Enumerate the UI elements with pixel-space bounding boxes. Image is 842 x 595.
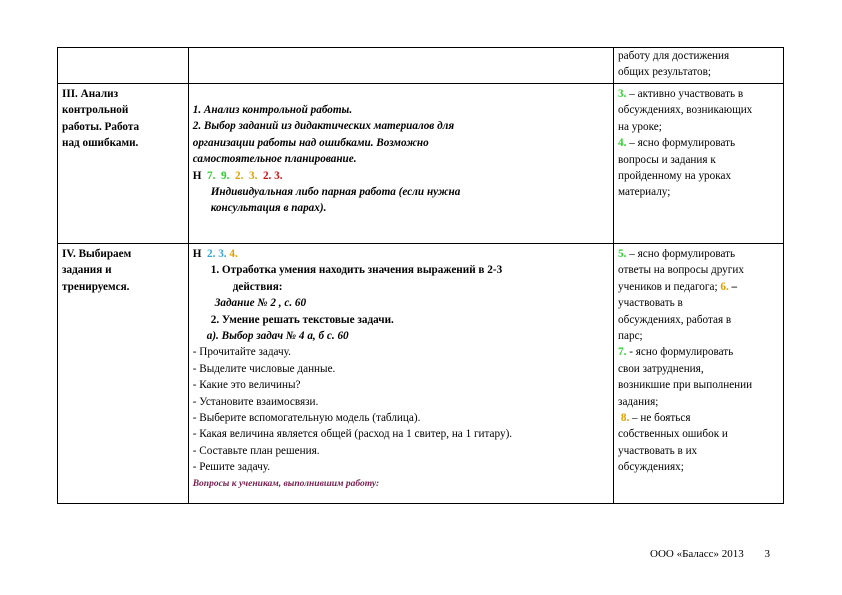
step-item: - Составьте план решения. bbox=[192, 444, 320, 457]
outcome-number: 3. bbox=[618, 88, 627, 100]
content-item: самостоятельное планирование. bbox=[192, 153, 357, 166]
lesson-table bbox=[57, 47, 784, 504]
content-item: 2. Выбор заданий из дидактических материалов для bbox=[192, 120, 455, 133]
step-item: - Какая величина является общей (расход на 1 свитер, на 1 гитару). bbox=[192, 428, 513, 441]
content-item: 2. Умение решать текстовые задачи. bbox=[210, 313, 394, 326]
level-number: 3. bbox=[218, 248, 227, 260]
outcome-line: собственных ошибок и bbox=[618, 428, 728, 441]
outcome-number: 6. bbox=[720, 280, 729, 293]
step-item: - Решите задачу. bbox=[192, 461, 271, 474]
content-item: организации работы над ошибками. Возможно bbox=[192, 136, 429, 149]
outcome-line bbox=[618, 279, 779, 295]
outcome-number: 4. bbox=[618, 137, 627, 150]
content-item: 1. Отработка умения находить значения выражений в 2-3 bbox=[210, 264, 503, 277]
outcome-line: участвовать в bbox=[618, 297, 683, 310]
outcome-line bbox=[618, 135, 779, 151]
outcome-line: обсуждениях; bbox=[618, 461, 684, 474]
outcome-line: работу для достижения bbox=[618, 50, 730, 62]
outcome-line: задания; bbox=[618, 395, 659, 408]
outcome-text: – bbox=[728, 280, 738, 293]
outcome-line: парс; bbox=[618, 330, 643, 343]
levels-line bbox=[193, 168, 609, 184]
levels-prefix: Н bbox=[192, 169, 202, 182]
content-item: 1. Анализ контрольной работы. bbox=[192, 104, 353, 116]
outcome-number: 8. bbox=[620, 412, 630, 425]
step-item: - Прочитайте задачу. bbox=[192, 346, 291, 359]
levels-prefix: Н bbox=[192, 248, 202, 260]
stage-title: работы. Работа bbox=[62, 120, 140, 133]
level-number: 2. bbox=[234, 169, 244, 182]
table-row bbox=[58, 244, 784, 504]
outcome-line: свои затруднения, bbox=[618, 362, 704, 375]
page-number: 3 bbox=[764, 548, 771, 560]
outcome-line: обсуждениях, возникающих bbox=[618, 104, 753, 117]
outcome-text: – ясно формулировать bbox=[626, 248, 736, 260]
outcome-line bbox=[618, 86, 779, 102]
level-number: 3. bbox=[248, 169, 258, 182]
stage-title: задания и bbox=[62, 264, 112, 277]
stage-title: над ошибками. bbox=[62, 137, 139, 150]
level-number: 7. bbox=[207, 169, 216, 182]
stage-cell bbox=[58, 48, 189, 84]
stage-title: контрольной bbox=[62, 104, 129, 117]
task-reference: а). Выбор задач № 4 а, б с. 60 bbox=[206, 330, 349, 343]
footer-company: ООО «Баласс» 2013 bbox=[650, 548, 744, 560]
outcome-line: ответы на вопросы других bbox=[618, 264, 744, 277]
outcome-line: обсуждениях, работая в bbox=[618, 313, 732, 326]
outcome-line: пройденному на уроках bbox=[618, 170, 732, 183]
stage-title: III. Анализ bbox=[62, 88, 119, 100]
level-number: 2. bbox=[207, 248, 216, 260]
step-item: - Выберите вспомогательную модель (таблица). bbox=[192, 412, 421, 425]
outcome-text: – активно участвовать в bbox=[626, 88, 744, 100]
stage-title: IV. Выбираем bbox=[62, 248, 132, 260]
content-item: действия: bbox=[232, 280, 283, 293]
step-item: - Выделите числовые данные. bbox=[192, 362, 336, 375]
outcome-line: возникшие при выполнении bbox=[618, 379, 753, 392]
table-row bbox=[58, 48, 784, 84]
outcome-line: вопросы и задания к bbox=[618, 153, 716, 166]
outcome-text: – ясно формулировать bbox=[626, 137, 736, 150]
teacher-note: Вопросы к ученикам, выполнившим работу: bbox=[192, 478, 380, 489]
level-number: 4. bbox=[229, 248, 238, 260]
stage-cell bbox=[58, 244, 189, 504]
outcomes-cell bbox=[614, 244, 784, 504]
outcome-line: на уроке; bbox=[618, 120, 662, 133]
content-cell bbox=[188, 244, 613, 504]
outcome-number: 7. bbox=[618, 346, 627, 359]
outcomes-cell bbox=[614, 84, 784, 244]
work-form: консультация в парах). bbox=[210, 202, 327, 215]
table-row bbox=[58, 84, 784, 244]
content-cell bbox=[188, 48, 613, 84]
page-footer bbox=[650, 548, 770, 560]
content-cell bbox=[188, 84, 613, 244]
task-reference: Задание № 2 , с. 60 bbox=[214, 297, 307, 310]
outcome-text: – не бояться bbox=[629, 412, 691, 425]
level-number: 2. bbox=[262, 169, 272, 182]
outcome-line bbox=[618, 246, 779, 262]
outcome-line bbox=[618, 410, 779, 426]
stage-title: тренируемся. bbox=[62, 280, 130, 293]
stage-cell bbox=[58, 84, 189, 244]
step-item: - Какие это величины? bbox=[192, 379, 301, 392]
level-number: 9. bbox=[221, 169, 230, 182]
levels-line bbox=[193, 246, 609, 262]
level-number: 3. bbox=[274, 169, 283, 182]
outcomes-cell bbox=[614, 48, 784, 84]
outcome-line bbox=[618, 344, 779, 360]
outcome-line: материалу; bbox=[618, 186, 671, 199]
outcome-line: общих результатов; bbox=[618, 66, 711, 79]
work-form: Индивидуальная либо парная работа (если нужна bbox=[210, 186, 461, 199]
step-item: - Установите взаимосвязи. bbox=[192, 395, 319, 408]
outcome-text: учеников и педагога; bbox=[618, 280, 718, 293]
outcome-text: - ясно формулировать bbox=[626, 346, 734, 359]
outcome-line: участвовать в их bbox=[618, 444, 698, 457]
outcome-number: 5. bbox=[618, 248, 627, 260]
